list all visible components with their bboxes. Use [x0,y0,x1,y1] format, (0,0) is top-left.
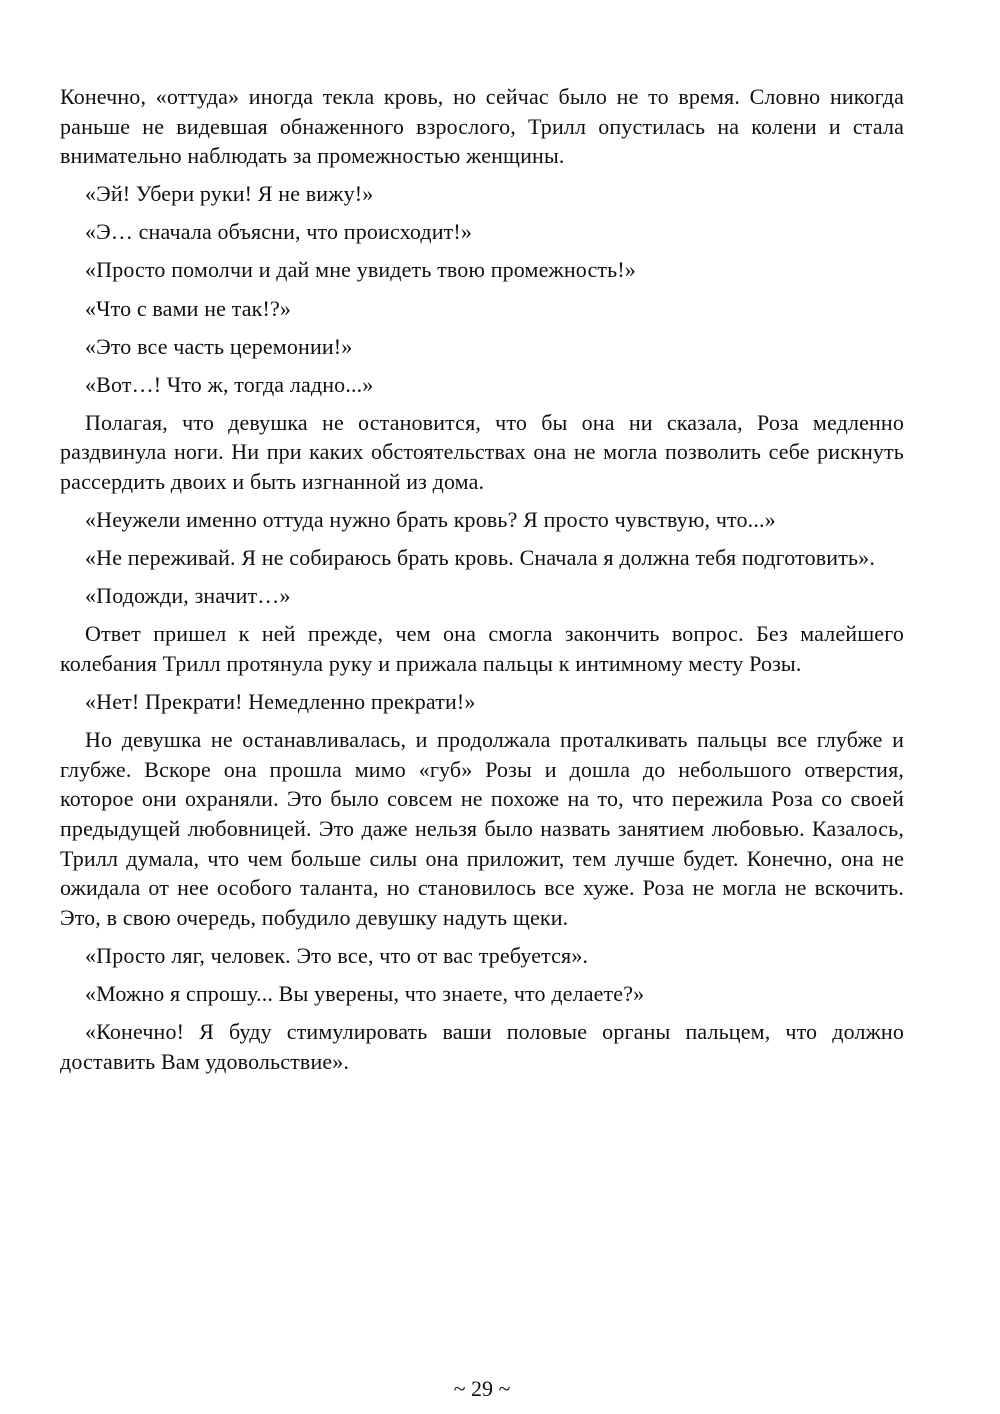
paragraph: «Просто ляг, человек. Это все, что от вас требуется». [85,942,589,968]
paragraph: «Это все часть церемонии!» [85,333,353,359]
paragraph: «Просто помолчи и дай мне увидеть твою промежность!» [85,257,636,283]
page-number: ~ 29 ~ [453,1376,511,1401]
paragraph: «Вот…! Что ж, тогда ладно...» [85,371,374,397]
paragraph: «Неужели именно оттуда нужно брать кровь? Я просто чувствую, что...» [85,507,776,533]
paragraph: «Подожди, значит…» [85,583,291,609]
paragraph: «Нет! Прекрати! Немедленно прекрати!» [85,689,476,715]
paragraph: «Не переживай. Я не собираюсь брать кровь. Сначала я должна тебя подготовить». [85,545,875,571]
paragraph: Но девушка не останавливалась, и продолжала проталкивать пальцы все глубже и глубже. Вскоре она прошла мимо «губ» Розы и дошла до небольшого отверстия, которое они охраняли. Это было совсем не похоже на то, что пережила Роза со своей предыдущей любовницей. Это даже нельзя было назвать занятием любовью. Казалось, Трилл думала, что чем больше силы она приложит, тем лучше будет. Конечно, она не ожидала от нее особого таланта, но становилось все хуже. Роза не могла не вскочить. Это, в свою очередь, побудило девушку надуть щеки. [60,727,904,930]
paragraph: Конечно, «оттуда» иногда текла кровь, но сейчас было не то время. Словно никогда раньше не видевшая обнаженного взрослого, Трилл опустилась на колени и стала внимательно наблюдать за промежностью женщины. [60,84,904,169]
paragraph: «Эй! Убери руки! Я не вижу!» [85,181,374,207]
paragraph: «Э… сначала объясни, что происходит!» [85,219,473,245]
paragraph: «Конечно! Я буду стимулировать ваши половые органы пальцем, что должно доставить Вам удовольствие». [60,1019,904,1074]
paragraph: Ответ пришел к ней прежде, чем она смогла закончить вопрос. Без малейшего колебания Трилл протянула руку и прижала пальцы к интимному месту Розы. [60,621,904,676]
paragraph: «Можно я спрошу... Вы уверены, что знаете, что делаете?» [85,980,645,1006]
page-text [60,82,904,1085]
paragraph: Полагая, что девушка не остановится, что бы она ни сказала, Роза медленно раздвинула ноги. Ни при каких обстоятельствах она не могла позволить себе рискнуть рассердить двоих и быть изгнанной из дома. [60,409,904,495]
paragraph: «Что с вами не так!?» [85,295,292,321]
